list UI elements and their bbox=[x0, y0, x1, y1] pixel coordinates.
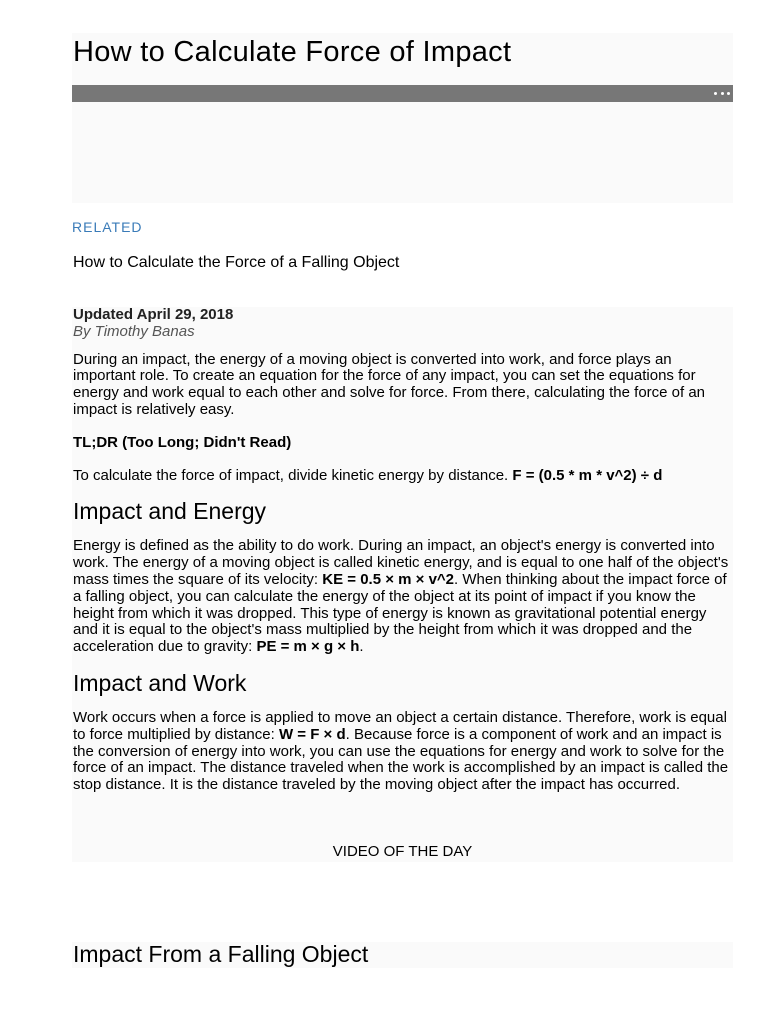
section-heading-impact-work: Impact and Work bbox=[73, 669, 247, 696]
tldr-formula: F = (0.5 * m * v^2) ÷ d bbox=[512, 466, 663, 484]
kinetic-energy-formula: KE = 0.5 × m × v^2 bbox=[322, 570, 455, 588]
media-placeholder bbox=[72, 102, 733, 203]
article-body bbox=[73, 307, 733, 794]
tldr-heading: TL;DR (Too Long; Didn't Read) bbox=[73, 433, 292, 451]
related-article-link[interactable]: How to Calculate the Force of a Falling Object bbox=[73, 254, 400, 271]
potential-energy-formula: PE = m × g × h bbox=[256, 638, 360, 656]
tldr-paragraph bbox=[73, 468, 733, 485]
section-paragraph-impact-energy bbox=[73, 538, 733, 656]
video-of-the-day-label: VIDEO OF THE DAY bbox=[332, 843, 473, 860]
dot bbox=[721, 92, 724, 95]
updated-date: Updated April 29, 2018 bbox=[73, 306, 234, 323]
paragraph-text: . bbox=[359, 638, 364, 656]
paragraph-text: Energy is defined as the ability to do work. During an impact, an object's energy is converted into work. The energy of a moving object is called kinetic energy, and is equal to one half of the object's mass times the square of its velocity: bbox=[73, 537, 729, 588]
paragraph-text: . When thinking about the impact force of a falling object, you can calculate the energy of the object at its point of impact if you know the height from which it was dropped. This type of energy is known as gravitational potential energy and it is equal to the object's mass multiplied by the height from which it was dropped and the acceleration due to gravity: bbox=[73, 570, 727, 656]
section-paragraph-impact-work bbox=[73, 710, 733, 794]
page-title: How to Calculate Force of Impact bbox=[73, 36, 512, 68]
related-label: RELATED bbox=[72, 219, 143, 235]
work-formula: W = F × d bbox=[278, 725, 346, 743]
title-panel bbox=[72, 33, 733, 85]
intro-paragraph: During an impact, the energy of a moving object is converted into work, and force plays an important role. To create an equation for the force of any impact, you can set the equations for energy and work equal to each other and solve for force. From there, calculating the force of an impact is relatively easy. bbox=[73, 350, 706, 418]
tldr-text: To calculate the force of impact, divide kinetic energy by distance. bbox=[73, 466, 509, 484]
paragraph-text: . Because force is a component of work and an impact is the conversion of energy into work, you can use the equations for energy and work to solve for the force of an impact. The distance traveled when the work is accomplished by an impact is called the stop distance. It is the distance traveled by the moving object after the impact has occurred. bbox=[73, 725, 729, 794]
section-heading-impact-energy: Impact and Energy bbox=[73, 498, 267, 525]
dot bbox=[727, 92, 730, 95]
dot bbox=[714, 92, 717, 95]
paragraph-text: Work occurs when a force is applied to move an object a certain distance. Therefore, work is equal to force multiplied by distance: bbox=[73, 708, 727, 743]
more-dots-icon[interactable] bbox=[714, 85, 730, 102]
section-heading-falling-object: Impact From a Falling Object bbox=[73, 941, 369, 967]
media-toolbar bbox=[72, 85, 733, 102]
author-byline: By Timothy Banas bbox=[73, 322, 195, 340]
